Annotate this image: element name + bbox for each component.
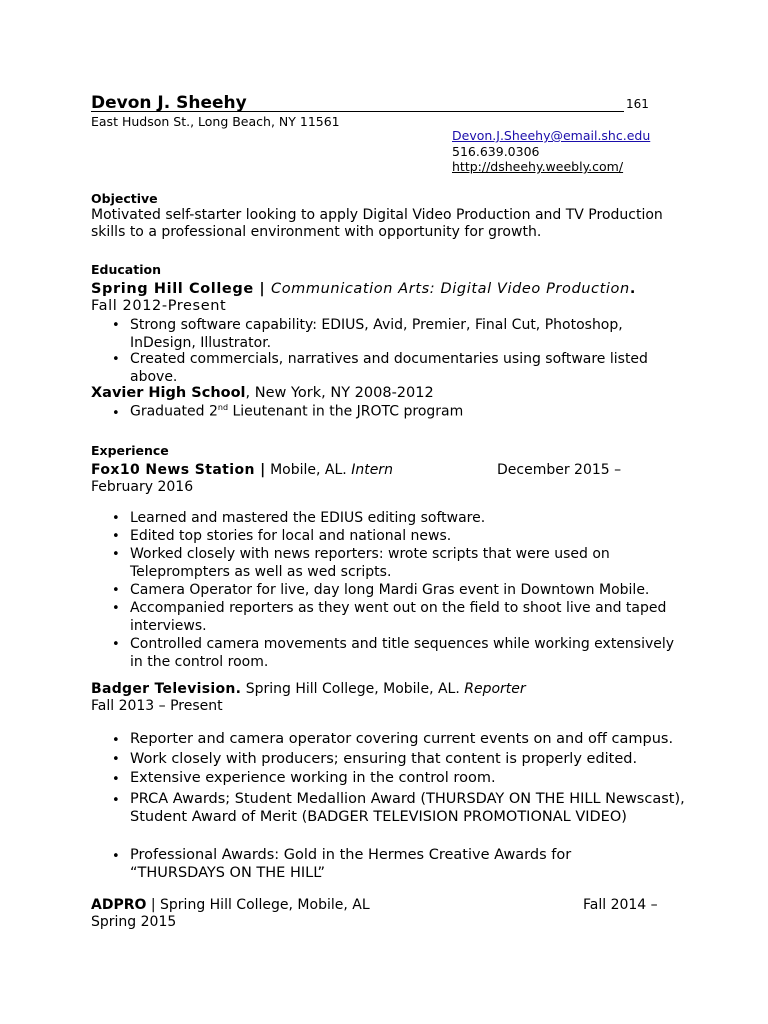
bullet-dot: • — [112, 733, 120, 748]
bullet-dot: • — [112, 752, 120, 767]
job-3-location: | Spring Hill College, Mobile, AL — [146, 897, 370, 913]
bullet-dot: • — [112, 511, 120, 526]
job-3-dates-end: Spring 2015 — [91, 914, 177, 930]
school-1-line — [91, 281, 636, 297]
list-item: Work closely with producers; ensuring that content is properly edited. — [130, 751, 638, 767]
bullet-dot: • — [112, 352, 120, 367]
list-item: Edited top stories for local and national news. — [130, 528, 452, 544]
school-1-period: . — [629, 281, 636, 297]
objective-line-2: skills to a professional environment with opportunity for growth. — [91, 224, 542, 240]
job-3-org: ADPRO — [91, 897, 147, 913]
list-item: Worked closely with news reporters: wrote scripts that were used on Teleprompters as well as wed scripts. — [130, 546, 610, 580]
list-item: Camera Operator for live, day long Mardi Gras event in Downtown Mobile. — [130, 582, 650, 598]
name-underline — [91, 111, 624, 112]
page-number: 161 — [626, 97, 649, 111]
list-item: Strong software capability: EDIUS, Avid, Premier, Final Cut, Photoshop, InDesign, Illustrator. — [130, 317, 623, 351]
bullet-dot: • — [112, 529, 120, 544]
list-item: Extensive experience working in the control room. — [130, 770, 496, 786]
bullet-dot: • — [112, 849, 120, 864]
job-1-dates-end: February 2016 — [91, 479, 194, 495]
website-link[interactable]: http://dsheehy.weebly.com/ — [452, 159, 624, 174]
job-1-role: Intern — [351, 462, 393, 478]
email-link[interactable]: Devon.J.Sheehy@email.shc.edu — [452, 128, 651, 143]
bullet-dot: • — [112, 601, 120, 616]
job-2-dates: Fall 2013 – Present — [91, 698, 223, 714]
objective-heading: Objective — [91, 191, 158, 206]
list-item: Controlled camera movements and title sequences while working extensively in the control room. — [130, 636, 675, 670]
school-1-program: Communication Arts: Digital Video Production — [270, 281, 630, 297]
job-1-dates-start: December 2015 – — [497, 462, 622, 478]
school-2-location: , New York, NY 2008-2012 — [245, 385, 434, 401]
school-1-dates: Fall 2012-Present — [91, 298, 227, 314]
list-item — [130, 403, 463, 420]
bullet-dot: • — [112, 637, 120, 652]
bullet-dot: • — [112, 772, 120, 787]
experience-heading: Experience — [91, 443, 169, 458]
bullet-dot: • — [112, 793, 120, 808]
objective-line-1: Motivated self-starter looking to apply Digital Video Production and TV Production — [91, 207, 663, 223]
list-item: Learned and mastered the EDIUS editing software. — [130, 510, 486, 526]
job-2-role: Reporter — [464, 681, 526, 697]
resume-name: Devon J. Sheehy — [91, 93, 247, 113]
job-2-location: Spring Hill College, Mobile, AL. — [241, 681, 465, 697]
list-item: Created commercials, narratives and documentaries using software listed above. — [130, 351, 648, 385]
job-1-org: Fox10 News Station | — [91, 462, 266, 478]
bullet-dot: • — [112, 318, 120, 333]
bullet-dot: • — [112, 406, 120, 421]
job-2-line — [91, 681, 526, 697]
address: East Hudson St., Long Beach, NY 11561 — [91, 114, 340, 129]
phone: 516.639.0306 — [452, 144, 540, 159]
bullet-dot: • — [112, 583, 120, 598]
job-3-line — [91, 897, 370, 913]
job-3-dates-start: Fall 2014 – — [583, 897, 658, 913]
job-2-org: Badger Television. — [91, 681, 242, 697]
list-item: PRCA Awards; Student Medallion Award (THURSDAY ON THE HILL Newscast), Student Award of Merit (BADGER TELEVISION PROMOTIONAL VIDEO) — [130, 791, 685, 825]
list-item: Professional Awards: Gold in the Hermes Creative Awards for “THURSDAYS ON THE HILL” — [130, 847, 572, 881]
job-1-line — [91, 462, 393, 478]
school-2-line — [91, 385, 434, 401]
school-2-name: Xavier High School — [91, 385, 246, 401]
job-1-location: Mobile, AL. — [265, 462, 352, 478]
jrotc-post: Lieutenant in the JROTC program — [228, 403, 464, 420]
list-item: Accompanied reporters as they went out on the field to shoot live and taped interviews. — [130, 600, 667, 634]
jrotc-sup: nd — [217, 403, 229, 412]
bullet-dot: • — [112, 547, 120, 562]
list-item: Reporter and camera operator covering current events on and off campus. — [130, 731, 674, 747]
school-1-name: Spring Hill College | — [91, 281, 271, 297]
jrotc-pre: Graduated 2 — [130, 403, 218, 420]
education-heading: Education — [91, 262, 161, 277]
